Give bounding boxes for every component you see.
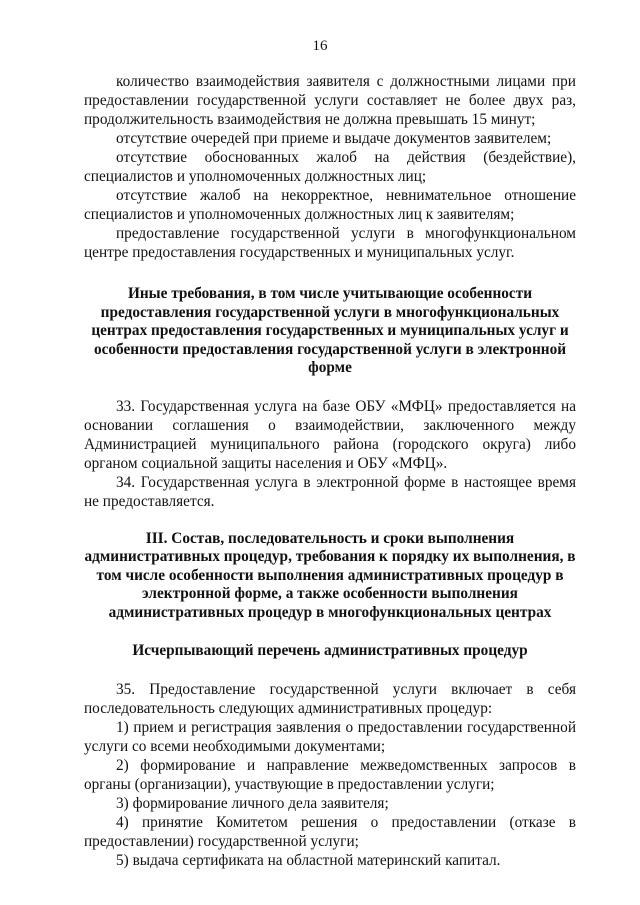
list-item-3: 3) формирование личного дела заявителя; bbox=[116, 794, 389, 812]
list-item-4: 4) принятие Комитетом решения о предоставлении (отказе в предоставлении) государственной услуги; bbox=[84, 813, 576, 850]
list-item-5: 5) выдача сертификата на областной материнский капитал. bbox=[116, 851, 501, 869]
page-number: 16 bbox=[312, 38, 328, 54]
list-item-1: 1) прием и регистрация заявления о предоставлении государственной услуги со всеми необходимыми документами; bbox=[84, 718, 576, 755]
paragraph-35: 35. Предоставление государственной услуги включает в себя последовательность следующих административных процедур: bbox=[84, 680, 576, 717]
section-3-heading: III. Состав, последовательность и сроки выполнения административных процедур, требования к порядку их выполнения, в том числе особенности выполнения административных процедур в электронной форме, а также особенности выполнения административных процедур в многофункциональных центрах bbox=[84, 529, 576, 621]
paragraph-mfc-provision: предоставление государственной услуги в многофункциональном центре предоставления государственных и муниципальных услуг. bbox=[84, 225, 576, 261]
list-item-2: 2) формирование и направление межведомственных запросов в органы (организации), участвующие в предоставлении услуги; bbox=[84, 756, 576, 793]
paragraph-no-complaints-attitude: отсутствие жалоб на некорректное, невнимательное отношение специалистов и уполномоченных должностных лиц к заявителям; bbox=[84, 187, 576, 223]
paragraph-no-justified-complaints: отсутствие обоснованных жалоб на действия (бездействие), специалистов и уполномоченных должностных лиц; bbox=[84, 149, 576, 185]
subheading-procedures-list: Исчерпывающий перечень административных процедур bbox=[132, 642, 528, 659]
paragraph-no-queues: отсутствие очередей при приеме и выдаче документов заявителем; bbox=[116, 130, 552, 147]
heading-other-requirements: Иные требования, в том числе учитывающие особенности предоставления государственной услуги в многофункциональных центрах предоставления государственных и муниципальных услуг и особенности предоставления государственной услуги в электронной форме bbox=[91, 285, 569, 376]
paragraph-34: 34. Государственная услуга в электронной форме в настоящее время не предоставляется. bbox=[84, 473, 576, 510]
paragraph-interaction-count: количество взаимодействия заявителя с должностными лицами при предоставлении государственной услуги составляет не более двух раз, продолжительность взаимодействия не должна превышать 15 минут; bbox=[84, 73, 576, 128]
document-body bbox=[84, 72, 576, 870]
paragraph-33: 33. Государственная услуга на базе ОБУ «МФЦ» предоставляется на основании соглашения о взаимодействии, заключенного между Администрацией муниципального района (городского округа) либо органом социальной защиты населения и ОБУ «МФЦ». bbox=[84, 397, 576, 472]
